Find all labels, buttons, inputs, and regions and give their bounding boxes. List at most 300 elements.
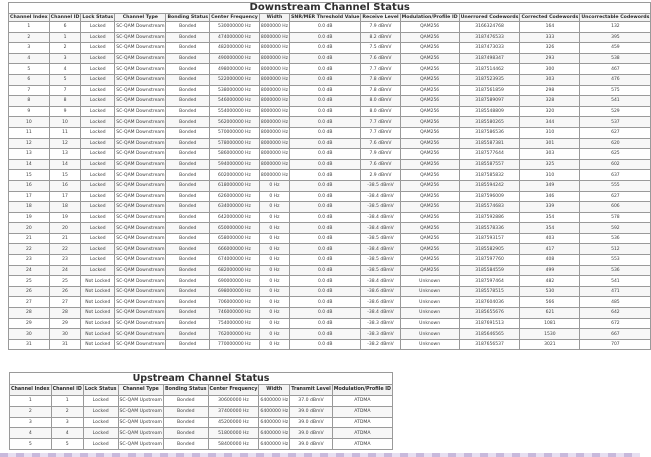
table-cell: 51800000 Hz [208, 428, 259, 439]
table-cell: 0.0 dB [290, 149, 361, 160]
table-cell: 3187596009 [459, 191, 520, 202]
table-cell: Bonded [166, 117, 210, 128]
table-cell: QAM256 [400, 170, 459, 181]
table-cell: 12 [49, 138, 81, 149]
table-cell: 566 [520, 297, 580, 308]
table-cell: 12 [9, 138, 50, 149]
column-header: Corrected Codewords [521, 15, 579, 20]
table-cell: Not Locked [81, 339, 115, 350]
table-cell: 1081 [520, 318, 580, 329]
table-cell: 3187473033 [459, 43, 520, 54]
table-cell: 498000000 Hz [210, 64, 260, 75]
table-row [10, 396, 393, 407]
table-cell: 482000000 Hz [210, 43, 260, 54]
table-cell: 0.0 dB [290, 308, 361, 319]
table-cell: Bonded [164, 417, 209, 428]
table-cell: 512 [580, 244, 651, 255]
table-cell: 0.0 dB [290, 276, 361, 287]
table-cell: 554000000 Hz [210, 106, 260, 117]
table-cell: -38.5 dBmV [361, 180, 400, 191]
table-cell: 24 [49, 265, 81, 276]
table-row [9, 170, 651, 181]
table-cell: QAM256 [400, 22, 459, 33]
table-cell: 522000000 Hz [210, 74, 260, 85]
table-cell: 0.0 dB [290, 244, 361, 255]
table-cell: 20 [49, 223, 81, 234]
table-cell: Bonded [164, 406, 209, 417]
table-cell: -38.5 dBmV [361, 265, 400, 276]
table-cell: 1 [49, 32, 81, 43]
table-cell: 0.0 dB [290, 138, 361, 149]
table-cell: Bonded [166, 329, 210, 340]
upstream-title: Upstream Channel Status [10, 373, 393, 385]
table-cell: 467 [580, 64, 651, 75]
table-cell: 3187577644 [459, 149, 520, 160]
table-cell: 16 [9, 180, 50, 191]
table-cell: Unknown [400, 297, 459, 308]
table-cell: 0 Hz [259, 202, 289, 213]
table-cell: 0 Hz [259, 223, 289, 234]
table-cell: Bonded [166, 223, 210, 234]
table-cell: 667 [580, 329, 651, 340]
table-cell: 6 [49, 22, 81, 33]
column-header: Lock Status [82, 15, 114, 20]
table-cell: 7.6 dBmV [361, 159, 400, 170]
table-cell: 6400000 Hz [259, 439, 290, 450]
table-cell: 592 [580, 223, 651, 234]
table-cell: Bonded [166, 191, 210, 202]
table-cell: 459 [580, 43, 651, 54]
table-cell: 627 [580, 191, 651, 202]
table-cell: Bonded [166, 85, 210, 96]
table-cell: QAM256 [400, 149, 459, 160]
table-cell: Locked [81, 53, 115, 64]
table-cell: 6 [9, 74, 50, 85]
table-cell: 0.0 dB [290, 53, 361, 64]
table-cell: 637 [580, 170, 651, 181]
table-cell: 8000000 Hz [259, 74, 289, 85]
table-cell: 0.0 dB [290, 127, 361, 138]
table-cell: 0.0 dB [290, 170, 361, 181]
table-cell: 23 [9, 255, 50, 266]
column-header: Transmit Level [290, 385, 333, 396]
table-cell: Locked [81, 170, 115, 181]
table-cell: 666000000 Hz [210, 244, 260, 255]
table-cell: 0.0 dB [290, 265, 361, 276]
table-cell: 5 [10, 439, 52, 450]
table-row [9, 106, 651, 117]
table-cell: 303 [520, 74, 580, 85]
table-row [10, 406, 393, 417]
table-cell: 3185646565 [459, 329, 520, 340]
table-row [9, 244, 651, 255]
table-cell: 8000000 Hz [259, 85, 289, 96]
table-cell: SC-QAM Downstream [115, 85, 166, 96]
table-cell: 4 [51, 428, 83, 439]
table-cell: SC-QAM Downstream [115, 22, 166, 33]
table-cell: Bonded [166, 233, 210, 244]
table-cell: 2 [9, 32, 50, 43]
table-cell: 530 [520, 286, 580, 297]
table-cell: SC-QAM Downstream [115, 339, 166, 350]
table-cell: Locked [81, 74, 115, 85]
table-cell: 642000000 Hz [210, 212, 260, 223]
table-cell: 10 [9, 117, 50, 128]
table-cell: 3185574683 [459, 202, 520, 213]
table-cell: 7 [49, 85, 81, 96]
table-cell: Locked [81, 22, 115, 33]
table-cell: 10 [49, 117, 81, 128]
table-cell: 7 [9, 85, 50, 96]
upstream-rows [10, 396, 393, 450]
table-cell: 417 [520, 244, 580, 255]
table-cell: 594000000 Hz [210, 159, 260, 170]
table-cell: 3185584559 [459, 265, 520, 276]
downstream-rows [9, 22, 651, 350]
bottom-border-bar [0, 453, 640, 457]
table-row [9, 202, 651, 213]
table-cell: -38.4 dBmV [361, 276, 400, 287]
table-cell: 18 [9, 202, 50, 213]
table-cell: 4 [9, 53, 50, 64]
table-cell: 606 [580, 202, 651, 213]
table-cell: SC-QAM Downstream [115, 244, 166, 255]
table-cell: 339 [520, 202, 580, 213]
table-cell: SC-QAM Downstream [115, 265, 166, 276]
table-cell: 3187514462 [459, 64, 520, 75]
column-header: Uncorrectable Codewords [581, 15, 650, 20]
table-cell: Locked [81, 138, 115, 149]
table-cell: 28 [9, 308, 50, 319]
table-row [9, 96, 651, 107]
table-cell: 1 [10, 396, 52, 407]
table-cell: 7.9 dBmV [361, 22, 400, 33]
table-cell: 354 [520, 212, 580, 223]
table-cell: 602000000 Hz [210, 170, 260, 181]
table-row [9, 32, 651, 43]
table-cell: SC-QAM Downstream [115, 74, 166, 85]
table-cell: 303 [520, 149, 580, 160]
table-cell: Locked [83, 417, 118, 428]
table-cell: QAM256 [400, 212, 459, 223]
table-cell: Unknown [400, 329, 459, 340]
table-cell: Bonded [166, 308, 210, 319]
table-cell: SC-QAM Downstream [115, 223, 166, 234]
table-cell: QAM256 [400, 32, 459, 43]
table-cell: 320 [520, 106, 580, 117]
table-cell: 9 [9, 106, 50, 117]
table-cell: 58400000 Hz [208, 439, 259, 450]
table-cell: -38.4 dBmV [361, 223, 400, 234]
table-cell: 7.6 dBmV [361, 138, 400, 149]
table-cell: 0.0 dB [290, 74, 361, 85]
table-cell: QAM256 [400, 85, 459, 96]
table-cell: 3187691513 [459, 318, 520, 329]
table-cell: 17 [49, 191, 81, 202]
table-cell: SC-QAM Upstream [118, 417, 164, 428]
table-cell: 546000000 Hz [210, 96, 260, 107]
table-cell: SC-QAM Downstream [115, 159, 166, 170]
table-cell: 658000000 Hz [210, 233, 260, 244]
table-cell: 3187656537 [459, 339, 520, 350]
table-cell: 0 Hz [259, 265, 289, 276]
table-cell: Bonded [164, 396, 209, 407]
column-header: Channel ID [50, 15, 80, 20]
column-header: Lock Status [83, 385, 118, 396]
table-row [9, 212, 651, 223]
table-cell: 0 Hz [259, 308, 289, 319]
table-cell: 344 [520, 117, 580, 128]
table-cell: 621 [520, 308, 580, 319]
table-cell: 8000000 Hz [259, 96, 289, 107]
table-cell: 3185580265 [459, 117, 520, 128]
table-cell: -38.6 dBmV [361, 297, 400, 308]
table-cell: ATDMA [332, 406, 392, 417]
table-cell: 3185578515 [459, 286, 520, 297]
table-cell: Bonded [166, 64, 210, 75]
table-cell: 0.0 dB [290, 233, 361, 244]
table-cell: 37400000 Hz [208, 406, 259, 417]
table-cell: 7.7 dBmV [361, 127, 400, 138]
column-header: Center Frequency [208, 385, 259, 396]
table-cell: 22 [49, 244, 81, 255]
table-row [9, 297, 651, 308]
table-cell: 3187597464 [459, 276, 520, 287]
table-cell: -38.5 dBmV [361, 255, 400, 266]
table-cell: 8000000 Hz [259, 32, 289, 43]
table-cell: 570000000 Hz [210, 127, 260, 138]
table-cell: 3187589097 [459, 96, 520, 107]
table-cell: Unknown [400, 286, 459, 297]
table-row [9, 286, 651, 297]
table-cell: 0.0 dB [290, 96, 361, 107]
table-cell: 0.0 dB [290, 223, 361, 234]
table-cell: 8 [49, 96, 81, 107]
table-cell: Unknown [400, 318, 459, 329]
column-header: Bonding Status [164, 385, 209, 396]
table-cell: SC-QAM Downstream [115, 96, 166, 107]
table-cell: 3185548809 [459, 106, 520, 117]
table-cell: 27 [49, 297, 81, 308]
table-cell: 30 [9, 329, 50, 340]
table-cell: 672 [580, 318, 651, 329]
column-header: Channel Type [118, 385, 164, 396]
table-cell: 31 [49, 339, 81, 350]
table-cell: 328 [520, 96, 580, 107]
table-cell: Bonded [164, 439, 209, 450]
table-cell: 14 [9, 159, 50, 170]
table-cell: QAM256 [400, 223, 459, 234]
table-cell: 325 [520, 159, 580, 170]
table-cell: 0.0 dB [290, 286, 361, 297]
table-cell: 26 [9, 286, 50, 297]
table-cell: Locked [83, 428, 118, 439]
table-cell: SC-QAM Upstream [118, 406, 164, 417]
table-cell: Bonded [166, 96, 210, 107]
table-cell: Locked [81, 223, 115, 234]
table-cell: 0 Hz [259, 297, 289, 308]
table-cell: ATDMA [332, 439, 392, 450]
table-cell: 17 [9, 191, 50, 202]
table-cell: 298 [520, 85, 580, 96]
table-row [9, 117, 651, 128]
table-cell: SC-QAM Downstream [115, 170, 166, 181]
table-cell: 29 [9, 318, 50, 329]
table-cell: 3185655676 [459, 308, 520, 319]
table-cell: 164 [520, 22, 580, 33]
table-cell: 28 [49, 308, 81, 319]
table-cell: 8.0 dBmV [361, 96, 400, 107]
table-cell: 0 Hz [259, 233, 289, 244]
table-cell: 3185578336 [459, 223, 520, 234]
table-cell: 7.5 dBmV [361, 43, 400, 54]
table-cell: SC-QAM Downstream [115, 308, 166, 319]
table-cell: SC-QAM Downstream [115, 191, 166, 202]
table-cell: 25 [49, 276, 81, 287]
table-cell: 0.0 dB [290, 64, 361, 75]
table-cell: 707 [580, 339, 651, 350]
table-cell: 746000000 Hz [210, 308, 260, 319]
table-row [10, 417, 393, 428]
table-cell: QAM256 [400, 64, 459, 75]
table-cell: 39.0 dBmV [290, 428, 333, 439]
table-cell: 3187585832 [459, 170, 520, 181]
table-cell: 18 [49, 202, 81, 213]
column-header: SNR/MER Threshold Value [291, 15, 360, 20]
table-cell: 625 [580, 149, 651, 160]
column-header: Width [259, 14, 289, 22]
table-cell: SC-QAM Downstream [115, 233, 166, 244]
table-cell: 474000000 Hz [210, 32, 260, 43]
table-cell: 626000000 Hz [210, 191, 260, 202]
table-cell: SC-QAM Downstream [115, 255, 166, 266]
table-cell: 485 [580, 297, 651, 308]
table-cell: 8 [9, 96, 50, 107]
table-cell: 3185587381 [459, 138, 520, 149]
table-cell: QAM256 [400, 74, 459, 85]
upstream-channel-table [9, 372, 393, 450]
table-cell: QAM256 [400, 159, 459, 170]
table-cell: 476 [580, 74, 651, 85]
table-cell: 22 [9, 244, 50, 255]
table-cell: 0.0 dB [290, 117, 361, 128]
table-cell: 3 [49, 53, 81, 64]
table-cell: Not Locked [81, 297, 115, 308]
table-cell: Bonded [166, 127, 210, 138]
table-row [9, 308, 651, 319]
table-cell: 553 [580, 255, 651, 266]
table-row [9, 64, 651, 75]
table-cell: 310 [520, 127, 580, 138]
table-cell: Locked [81, 43, 115, 54]
table-cell: 0 Hz [259, 255, 289, 266]
table-cell: 770000000 Hz [210, 339, 260, 350]
table-cell: 0.0 dB [290, 255, 361, 266]
column-header: Unerrored Codewords [460, 15, 519, 20]
table-cell: Bonded [166, 318, 210, 329]
downstream-title: Downstream Channel Status [9, 3, 651, 14]
table-cell: Locked [81, 191, 115, 202]
table-cell: 31 [9, 339, 50, 350]
table-cell: SC-QAM Downstream [115, 138, 166, 149]
table-cell: Bonded [166, 202, 210, 213]
table-cell: 8000000 Hz [259, 159, 289, 170]
table-cell: Locked [81, 117, 115, 128]
table-cell: 293 [520, 53, 580, 64]
table-cell: Locked [83, 439, 118, 450]
table-cell: 403 [520, 233, 580, 244]
table-cell: Bonded [166, 276, 210, 287]
table-cell: 541 [580, 96, 651, 107]
table-cell: QAM256 [400, 202, 459, 213]
table-cell: 6400000 Hz [259, 428, 290, 439]
table-row [9, 339, 651, 350]
table-cell: 0 Hz [259, 276, 289, 287]
table-cell: ATDMA [332, 428, 392, 439]
table-cell: 3166324768 [459, 22, 520, 33]
table-cell: 27 [9, 297, 50, 308]
table-cell: 620 [580, 138, 651, 149]
table-cell: 0 Hz [259, 244, 289, 255]
table-row [9, 191, 651, 202]
table-cell: Bonded [166, 22, 210, 33]
table-cell: 8000000 Hz [259, 149, 289, 160]
table-row [9, 223, 651, 234]
table-cell: 482 [520, 276, 580, 287]
table-row [9, 180, 651, 191]
table-cell: SC-QAM Upstream [118, 439, 164, 450]
table-cell: 706000000 Hz [210, 297, 260, 308]
table-cell: 7.6 dBmV [361, 53, 400, 64]
table-cell: QAM256 [400, 43, 459, 54]
table-cell: Bonded [166, 74, 210, 85]
table-cell: 2 [49, 43, 81, 54]
table-cell: 530000000 Hz [210, 22, 260, 33]
table-row [9, 318, 651, 329]
table-cell: 0.0 dB [290, 43, 361, 54]
table-cell: 471 [580, 286, 651, 297]
table-cell: 11 [49, 127, 81, 138]
table-cell: Bonded [166, 339, 210, 350]
table-cell: 408 [520, 255, 580, 266]
table-cell: 537 [580, 117, 651, 128]
table-cell: Not Locked [81, 286, 115, 297]
table-cell: 602 [580, 159, 651, 170]
downstream-header-row [9, 14, 651, 22]
column-header: Channel Type [115, 14, 166, 22]
table-cell: 3187586536 [459, 127, 520, 138]
table-cell: SC-QAM Downstream [115, 318, 166, 329]
table-cell: 6400000 Hz [259, 406, 290, 417]
table-row [9, 329, 651, 340]
table-cell: 4 [49, 64, 81, 75]
table-cell: 3187597760 [459, 255, 520, 266]
table-cell: 627 [580, 127, 651, 138]
table-cell: Unknown [400, 339, 459, 350]
table-row [9, 265, 651, 276]
table-cell: 682000000 Hz [210, 265, 260, 276]
table-cell: 30 [49, 329, 81, 340]
table-cell: 23 [49, 255, 81, 266]
table-cell: 3187593157 [459, 233, 520, 244]
table-cell: 300 [520, 64, 580, 75]
table-cell: 3187498347 [459, 53, 520, 64]
table-cell: 650000000 Hz [210, 223, 260, 234]
table-cell: QAM256 [400, 117, 459, 128]
table-cell: 2.9 dBmV [361, 170, 400, 181]
table-cell: SC-QAM Downstream [115, 53, 166, 64]
table-cell: 7.7 dBmV [361, 64, 400, 75]
